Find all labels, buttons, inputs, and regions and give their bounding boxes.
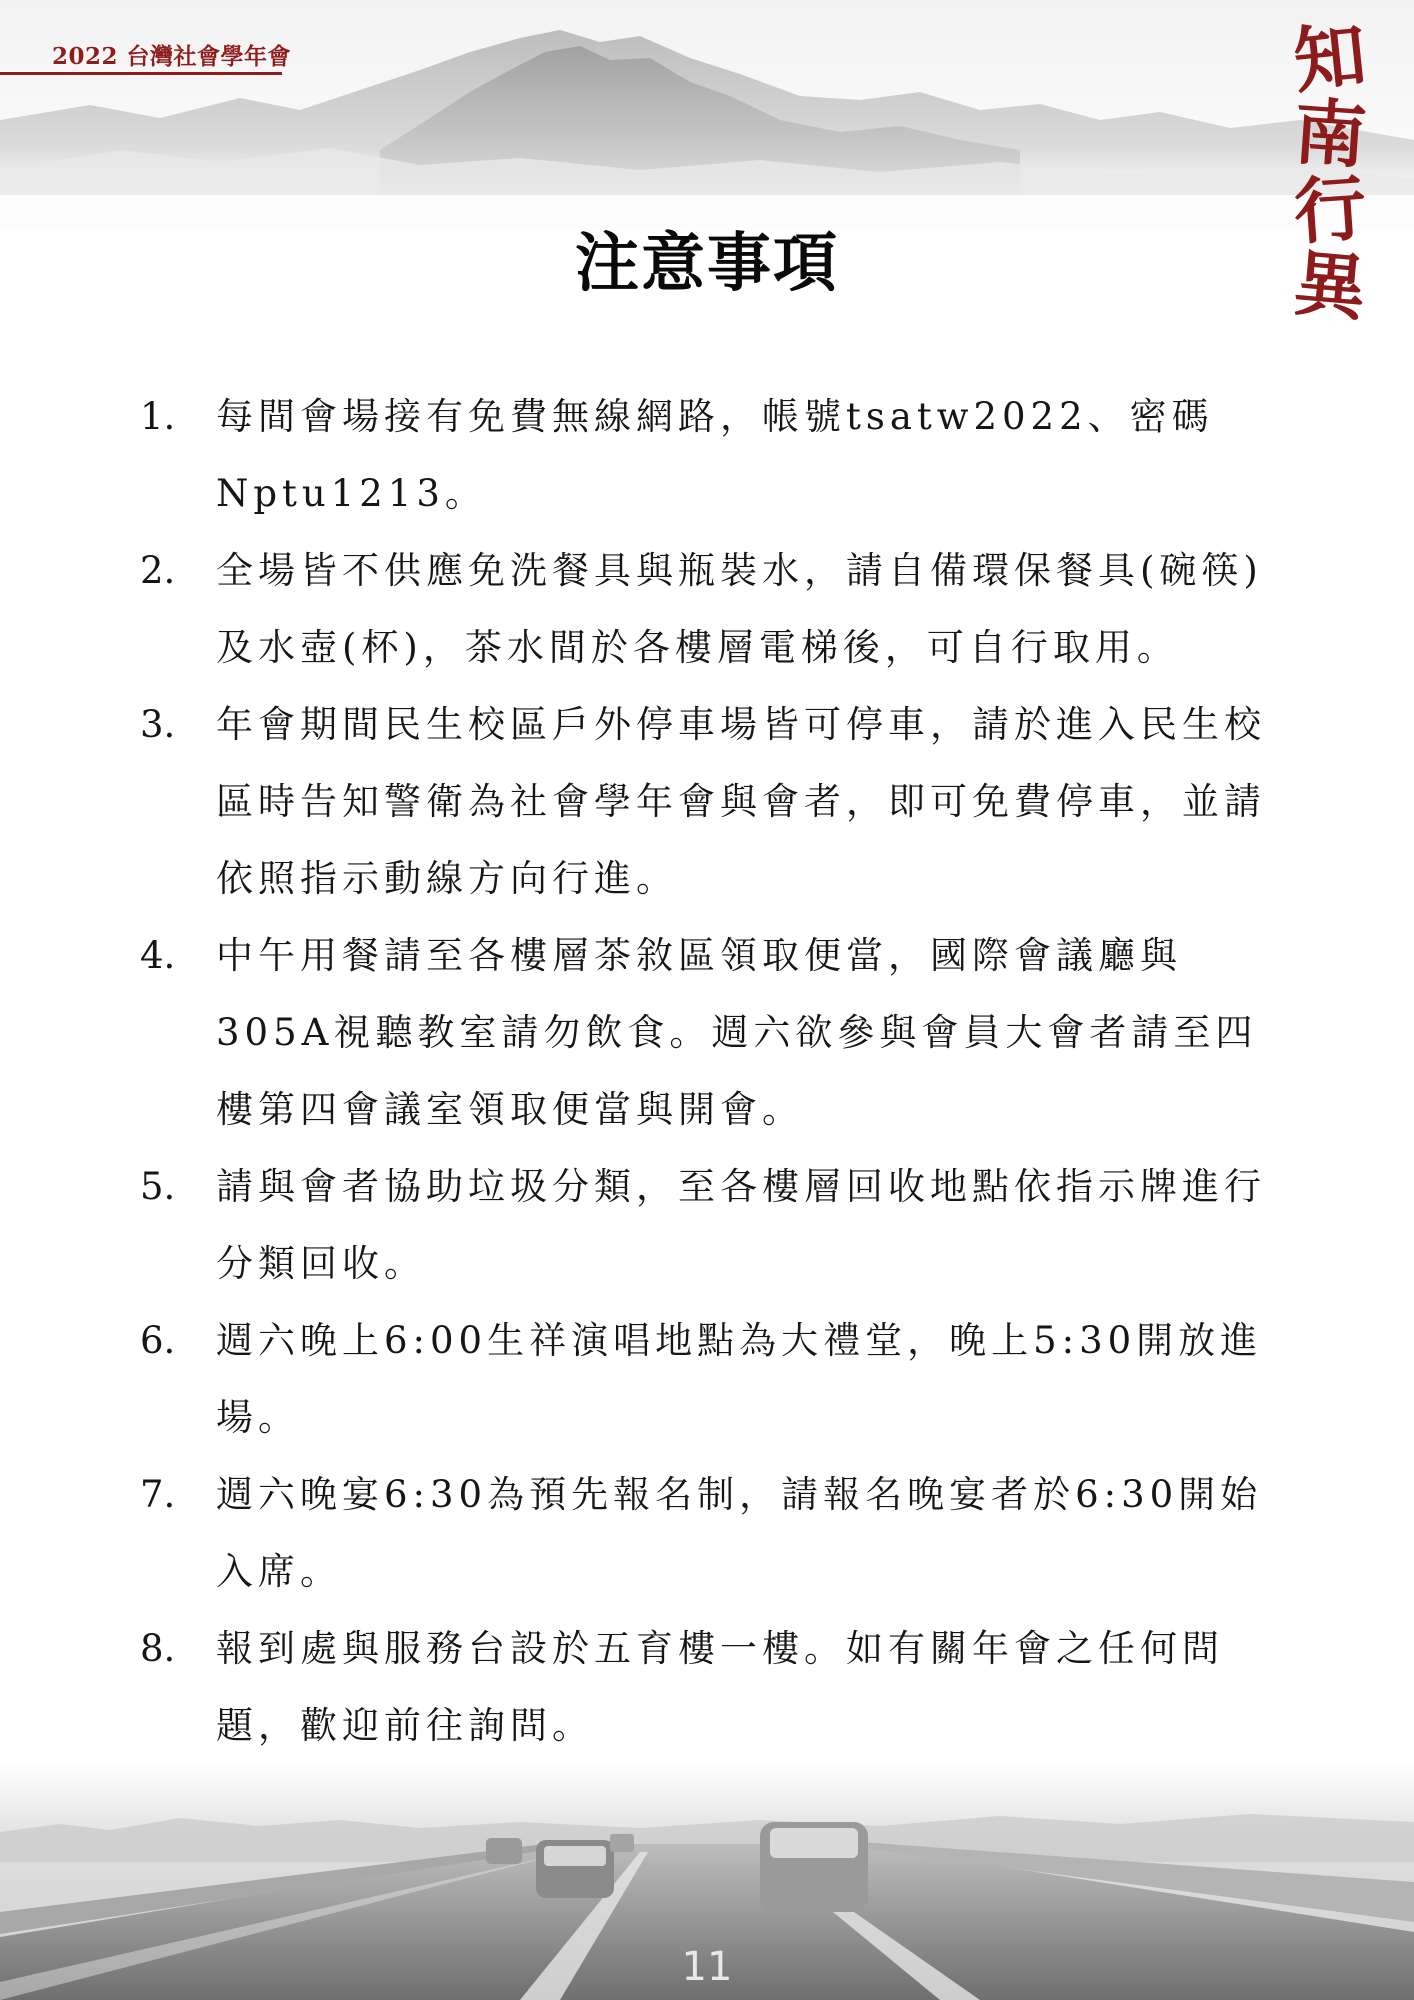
notice-item xyxy=(140,1456,1280,1610)
page-number: 11 xyxy=(681,1944,733,1990)
logo-char: 行 xyxy=(1291,164,1369,255)
notice-number: 4. xyxy=(140,934,176,977)
page-title: 注意事項 xyxy=(575,226,839,301)
notice-number: 3. xyxy=(140,703,176,746)
mountain-banner-image xyxy=(0,0,1414,230)
notice-text: 請與會者協助垃圾分類，至各樓層回收地點依指示牌進行分類回收。 xyxy=(216,1165,1266,1285)
notice-item xyxy=(140,1610,1280,1764)
notice-text: 每間會場接有免費無線網路，帳號tsatw2022、密碼Nptu1213。 xyxy=(216,395,1214,515)
notice-text: 報到處與服務台設於五育樓一樓。如有關年會之任何問題，歡迎前往詢問。 xyxy=(216,1627,1224,1747)
logo-char: 南 xyxy=(1291,88,1369,179)
notice-number: 1. xyxy=(140,395,176,438)
notice-text: 中午用餐請至各樓層茶敘區領取便當，國際會議廳與305A視聽教室請勿飲食。週六欲參與會員大會者請至四樓第四會議室領取便當與開會。 xyxy=(216,934,1258,1131)
notice-item xyxy=(140,1148,1280,1302)
notice-item xyxy=(140,532,1280,686)
logo-char: 知 xyxy=(1289,11,1371,104)
notice-number: 6. xyxy=(140,1319,176,1362)
notice-text: 週六晚宴6:30為預先報名制，請報名晚宴者於6:30開始入席。 xyxy=(216,1473,1263,1593)
logo-char: 異 xyxy=(1290,240,1370,331)
notice-list xyxy=(140,378,1280,1764)
notice-item xyxy=(140,686,1280,917)
notice-number: 7. xyxy=(140,1473,176,1516)
notice-number: 5. xyxy=(140,1165,176,1208)
notice-item xyxy=(140,378,1280,532)
notice-number: 8. xyxy=(140,1627,176,1670)
notice-item xyxy=(140,917,1280,1148)
conference-label: 2022 台灣社會學年會 xyxy=(52,43,292,70)
notice-item xyxy=(140,1302,1280,1456)
notice-number: 2. xyxy=(140,549,176,592)
header-rule xyxy=(0,72,282,75)
notice-text: 年會期間民生校區戶外停車場皆可停車，請於進入民生校區時告知警衛為社會學年會與會者，即可免費停車，並請依照指示動線方向行進。 xyxy=(216,703,1266,900)
notice-text: 週六晚上6:00生祥演唱地點為大禮堂，晚上5:30開放進場。 xyxy=(216,1319,1263,1439)
notice-text: 全場皆不供應免洗餐具與瓶裝水，請自備環保餐具(碗筷)及水壺(杯)，茶水間於各樓層電梯後，可自行取用。 xyxy=(216,549,1263,669)
